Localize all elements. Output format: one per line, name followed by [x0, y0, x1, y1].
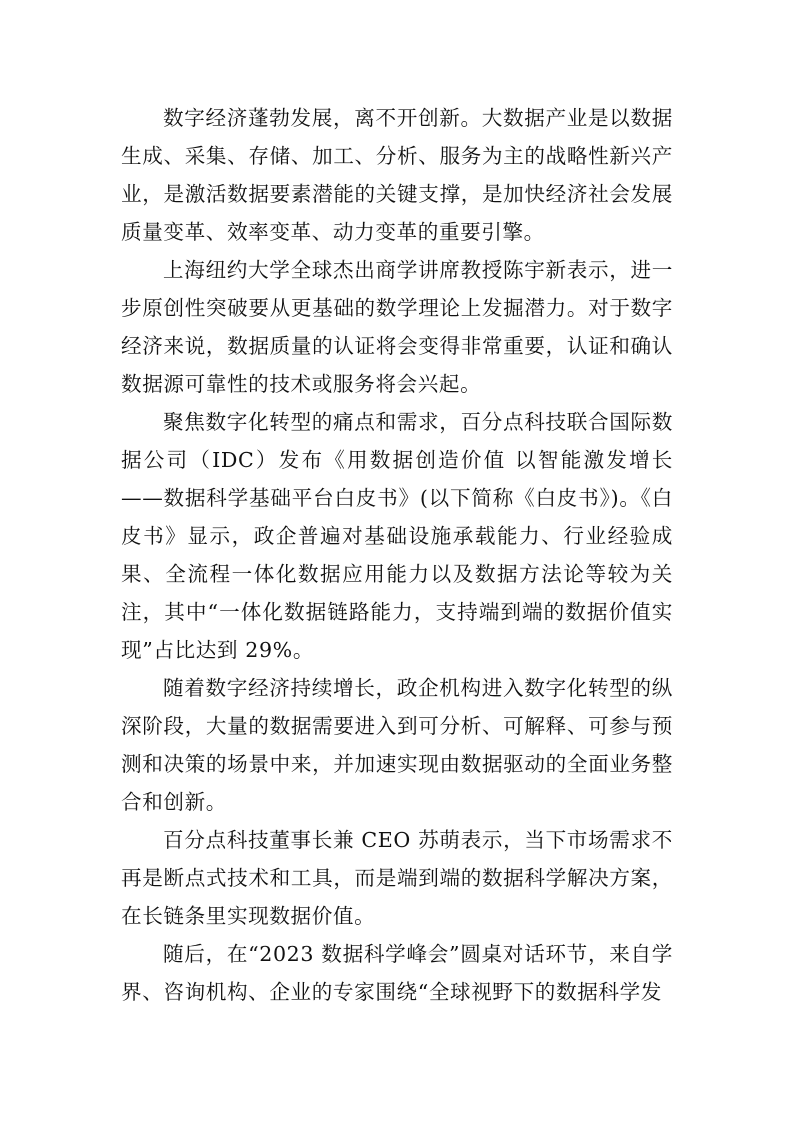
paragraph: 聚焦数字化转型的痛点和需求，百分点科技联合国际数据公司（IDC）发布《用数据创造价值 以智能激发增长——数据科学基础平台白皮书》(以下简称《白皮书》)。《白皮书》显示，政企普遍对基础设施承载能力、行业经验成果、全流程一体化数据应用能力以及数据方法论等较为关注，其中“一体化数据链路能力，支持端到端的数据价值实现”占比达到 29%。: [121, 410, 673, 662]
article-body: [121, 99, 673, 1011]
paragraph: 数字经济蓬勃发展，离不开创新。大数据产业是以数据生成、采集、存储、加工、分析、服务为主的战略性新兴产业，是激活数据要素潜能的关键支撑，是加快经济社会发展质量变革、效率变革、动力变革的重要引擎。: [121, 106, 673, 244]
paragraph: 随着数字经济持续增长，政企机构进入数字化转型的纵深阶段，大量的数据需要进入到可分析、可解释、可参与预测和决策的场景中来，并加速实现由数据驱动的全面业务整合和创新。: [121, 676, 673, 814]
paragraph: 百分点科技董事长兼 CEO 苏萌表示，当下市场需求不再是断点式技术和工具，而是端到端的数据科学解决方案，在长链条里实现数据价值。: [121, 828, 673, 928]
paragraph: 上海纽约大学全球杰出商学讲席教授陈宇新表示，进一步原创性突破要从更基础的数学理论上发掘潜力。对于数字经济来说，数据质量的认证将会变得非常重要，认证和确认数据源可靠性的技术或服务将会兴起。: [121, 258, 673, 396]
paragraph: 随后，在“2023 数据科学峰会”圆桌对话环节，来自学界、咨询机构、企业的专家围绕“全球视野下的数据科学发: [121, 942, 673, 1004]
